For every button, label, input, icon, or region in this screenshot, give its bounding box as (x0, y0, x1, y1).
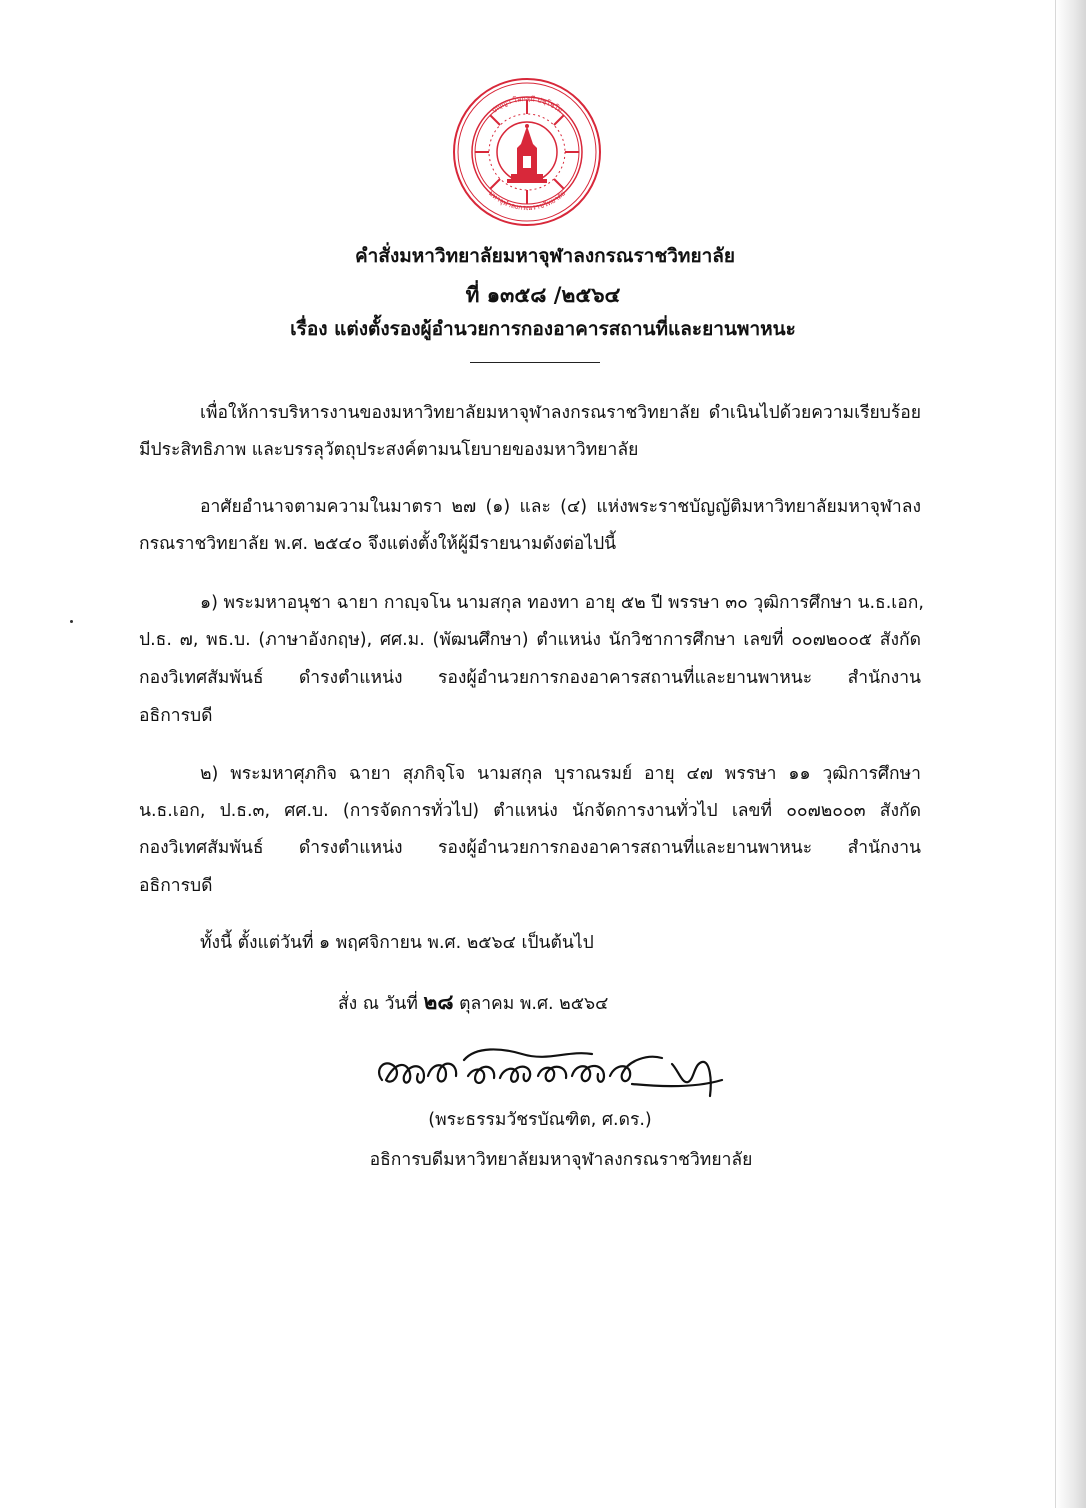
order-date (338, 990, 608, 1015)
signatory-position: อธิการบดีมหาวิทยาลัยมหาจุฬาลงกรณราชวิทยาลัย (369, 1150, 753, 1170)
document-title: คำสั่งมหาวิทยาลัยมหาจุฬาลงกรณราชวิทยาลัย (354, 245, 736, 267)
item2-line3: กองวิเทศสัมพันธ์ ดำรงตำแหน่ง รองผู้อำนวยการกองอาคารสถานที่และยานพาหนะ สำนักงาน (139, 838, 921, 858)
heading-divider (470, 362, 600, 363)
subject-line: เรื่อง แต่งตั้งรองผู้อำนวยการกองอาคารสถานที่และยานพาหนะ (290, 318, 796, 340)
item1-line4: อธิการบดี (139, 706, 213, 726)
para1-line2: มีประสิทธิภาพ และบรรลุวัตถุประสงค์ตามนโยบายของมหาวิทยาลัย (139, 440, 639, 460)
order-date-suffix: ตุลาคม พ.ศ. ๒๕๖๔ (459, 994, 609, 1014)
page-speck (70, 620, 73, 623)
item1-line1: ๑) พระมหาอนุชา ฉายา กาญฺจโน นามสกุล ทองทา อายุ ๕๒ ปี พรรษา ๓๐ วุฒิการศึกษา น.ธ.เอก, (200, 593, 924, 613)
item1-line2: ป.ธ. ๗, พธ.บ. (ภาษาอังกฤษ), ศศ.ม. (พัฒนศึกษา) ตำแหน่ง นักวิชาการศึกษา เลขที่ ๐๐๗๒๐๐๕ สังกัด (139, 630, 921, 650)
order-date-prefix: สั่ง ณ วันที่ (338, 994, 418, 1014)
para2-line1: อาศัยอำนาจตามความในมาตรา ๒๗ (๑) และ (๔) แห่งพระราชบัญญัติมหาวิทยาลัยมหาจุฬาลง (200, 497, 921, 517)
seal-text-top: ปญฺญา โลกสฺมึ ปชฺโชโต (490, 94, 564, 115)
item2-line1: ๒) พระมหาศุภกิจ ฉายา สุภกิจฺโจ นามสกุล บุราณรมย์ อายุ ๔๗ พรรษา ๑๑ วุฒิการศึกษา (200, 764, 921, 784)
effective-date: ทั้งนี้ ตั้งแต่วันที่ ๑ พฤศจิกายน พ.ศ. ๒๕๖๔ เป็นต้นไป (200, 933, 594, 953)
order-date-day: ๒๘ (423, 990, 454, 1014)
para2-line2: กรณราชวิทยาลัย พ.ศ. ๒๕๔๐ จึงแต่งตั้งให้ผู้มีรายนามดังต่อไปนี้ (139, 534, 617, 554)
order-number: ที่ ๑๓๕๘ /๒๕๖๔ (465, 283, 621, 307)
item1-line3: กองวิเทศสัมพันธ์ ดำรงตำแหน่ง รองผู้อำนวยการกองอาคารสถานที่และยานพาหนะ สำนักงาน (139, 668, 921, 688)
item2-line4: อธิการบดี (139, 876, 213, 896)
para1-line1: เพื่อให้การบริหารงานของมหาวิทยาลัยมหาจุฬาลงกรณราชวิทยาลัย ดำเนินไปด้วยความเรียบร้อย (200, 403, 921, 423)
page-edge-shadow (1056, 0, 1086, 1508)
item2-line2: น.ธ.เอก, ป.ธ.๓, ศศ.บ. (การจัดการทั่วไป) ตำแหน่ง นักจัดการงานทั่วไป เลขที่ ๐๐๗๒๐๐๓ สังกัด (139, 801, 921, 821)
seal-text-bottom: มหาจุฬาลงกรณราชวิทยาลัย (487, 189, 567, 213)
university-seal-icon (451, 76, 603, 228)
signature-scribble (372, 1040, 772, 1100)
signatory-name: (พระธรรมวัชรบัณฑิต, ศ.ดร.) (428, 1110, 652, 1130)
